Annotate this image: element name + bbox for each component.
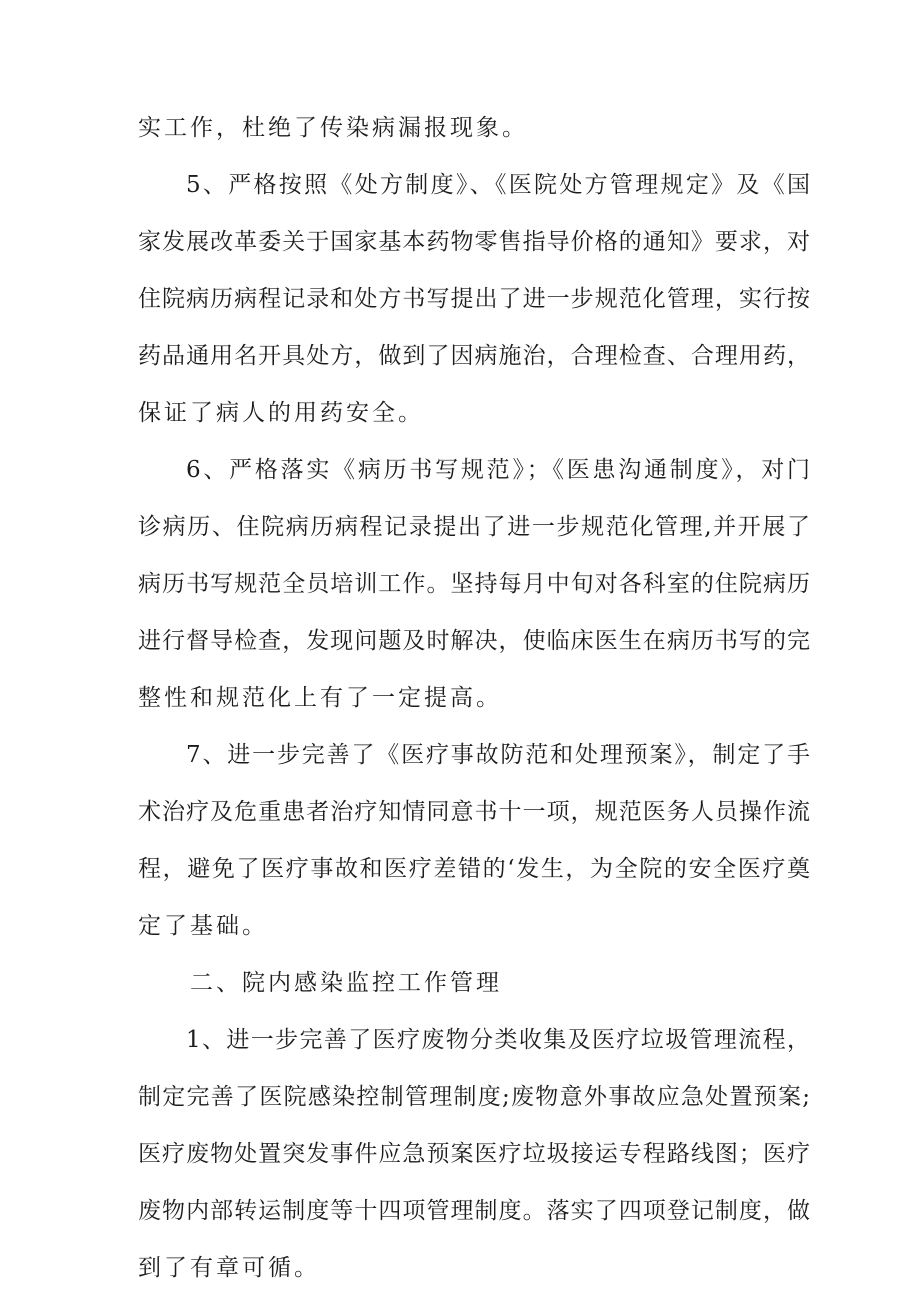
section-2-paragraph-1-line: 制定完善了医院感染控制管理制度;废物意外事故应急处置预案; [138,1084,810,1110]
section-2-paragraph-1-line: 医疗废物处置突发事件应急预案医疗垃圾接运专程路线图；医疗 [138,1141,810,1167]
paragraph-6-line: 诊病历、住院病历病程记录提出了进一步规范化管理,并开展了 [138,514,810,540]
paragraph-6-line: 进行督导检查，发现问题及时解决，使临床医生在病历书写的完 [138,628,810,654]
paragraph-5-line: 5、严格按照《处方制度》、《医院处方管理规定》及《国 [186,172,810,198]
paragraph-7-line: 程，避免了医疗事故和医疗差错的‘发生，为全院的安全医疗奠 [138,856,810,882]
paragraph-5-line: 保证了病人的用药安全。 [138,400,424,426]
paragraph-5-line: 住院病历病程记录和处方书写提出了进一步规范化管理，实行按 [138,286,810,312]
paragraph-5-line: 家发展改革委关于国家基本药物零售指导价格的通知》要求，对 [138,229,810,255]
paragraph-6-line: 病历书写规范全员培训工作。坚持每月中旬对各科室的住院病历 [138,571,810,597]
paragraph-6-line: 整性和规范化上有了一定提高。 [138,685,502,711]
section-2-paragraph-1-line: 到了有章可循。 [138,1255,320,1281]
paragraph-7-line: 术治疗及危重患者治疗知情同意书十一项，规范医务人员操作流 [138,799,810,825]
paragraph-5-line: 药品通用名开具处方，做到了因病施治，合理检查、合理用药， [138,343,810,369]
paragraph-7-line: 7、进一步完善了《医疗事故防范和处理预案》，制定了手 [186,742,810,768]
section-heading: 二、院内感染监控工作管理 [190,970,502,996]
section-2-paragraph-1-line: 1、进一步完善了医疗废物分类收集及医疗垃圾管理流程， [186,1027,810,1053]
paragraph-6-line: 6、严格落实《病历书写规范》；《医患沟通制度》，对门 [186,457,810,483]
paragraph-7-line: 定了基础。 [138,913,268,939]
section-2-paragraph-1-line: 废物内部转运制度等十四项管理制度。落实了四项登记制度，做 [138,1198,810,1224]
text-line: 实工作，杜绝了传染病漏报现象。 [138,115,528,141]
